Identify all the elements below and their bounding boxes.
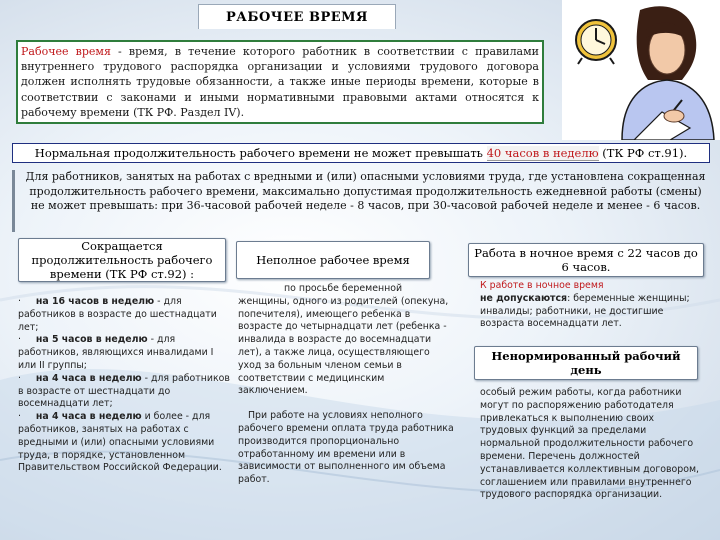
irregular-day-header-label: Ненормированный рабочий день — [491, 349, 681, 377]
part-time-conditions: по просьбе беременной женщины, одного из родителей (опекуна, попечителя), имеющего ребенка в возрасте до четырнадцати лет (ребенка - инвалида в возрасте до восемнадцати лет), а также лица, осуществляющего уход за больным членом семьи в соответствии с медицинским заключением. — [238, 283, 449, 397]
night-work-text — [480, 280, 698, 331]
page-title: РАБОЧЕЕ ВРЕМЯ — [198, 4, 396, 29]
night-work-header — [468, 243, 704, 277]
part-time-payment: При работе на условиях неполного рабочего времени оплата труда работника производится пропорционально отработанному им времени или в зависимости от выполненного им объема работ. — [238, 410, 454, 486]
part-time-text — [238, 283, 456, 487]
norm-highlight: 40 часов в неделю — [486, 146, 599, 160]
definition-box — [16, 40, 544, 124]
night-work-intro: К работе в ночное время — [480, 280, 604, 291]
night-work-prohibited: не допускаются — [480, 292, 568, 304]
list-item: · на 4 часа в неделю и более - для работников, занятых на работах с вредными и (или) опасными условиями труда, в порядке, установленном Правительством Российской Федерации. — [18, 411, 222, 474]
definition-text: - время, в течение которого работник в соответствии с правилами внутреннего трудового распорядка организации и условиями трудового договора должен исполнять трудовые обязанности, а также иные периоды времени, которые в соответствии с законами и иными нормативными правовыми актами относятся к рабочему времени (ТК РФ. Раздел IV). — [21, 45, 540, 119]
list-item: · на 4 часа в неделю - для работников в возрасте от шестнадцати до восемнадцати лет; — [18, 372, 230, 410]
reduced-time-header — [18, 238, 226, 282]
normal-duration-box — [12, 143, 710, 163]
part-time-header — [236, 241, 430, 279]
part-time-header-label: Неполное рабочее время — [256, 253, 410, 267]
reduced-time-list — [18, 296, 230, 475]
harmful-conditions-text: Для работников, занятых на работах с вредными и (или) опасными условиями труда, где установлена сокращенная продолжительность рабочего времени, максимально допустимая продолжительность ежедневной работы (смены) не может превышать: при 36-часовой рабочей неделе - 8 часов, при 30-часовой рабочей неделе и менее - 6 часов. — [12, 170, 710, 232]
irregular-day-header — [474, 346, 698, 380]
night-work-header-label: Работа в ночное время с 22 часов до 6 часов. — [474, 246, 698, 274]
norm-reference: (ТК РФ ст.91). — [598, 146, 688, 160]
irregular-day-text: особый режим работы, когда работники могут по распоряжению работодателя привлекаться к выполнению своих трудовых функций за пределами нормальной продолжительности рабочего времени. Перечень должностей устанавливается коллективным договором, соглашением или правилами внутреннего трудового распорядка организации. — [480, 387, 700, 501]
night-work-list: : беременные женщины; инвалиды; работники, не достигшие возраста восемнадцати лет. — [480, 292, 690, 330]
reduced-time-header-label: Сокращается продолжительность рабочего времени (ТК РФ ст.92) : — [31, 239, 213, 281]
definition-term: Рабочее время — [21, 45, 111, 58]
list-item: · на 16 часов в неделю - для работников в возрасте до шестнадцати лет; — [18, 296, 217, 333]
woman-writing-illustration — [562, 0, 720, 140]
list-item: · на 5 часов в неделю - для работников, являющихся инвалидами I или II группы; — [18, 334, 214, 371]
norm-text: Нормальная продолжительность рабочего времени не может превышать — [34, 146, 487, 160]
